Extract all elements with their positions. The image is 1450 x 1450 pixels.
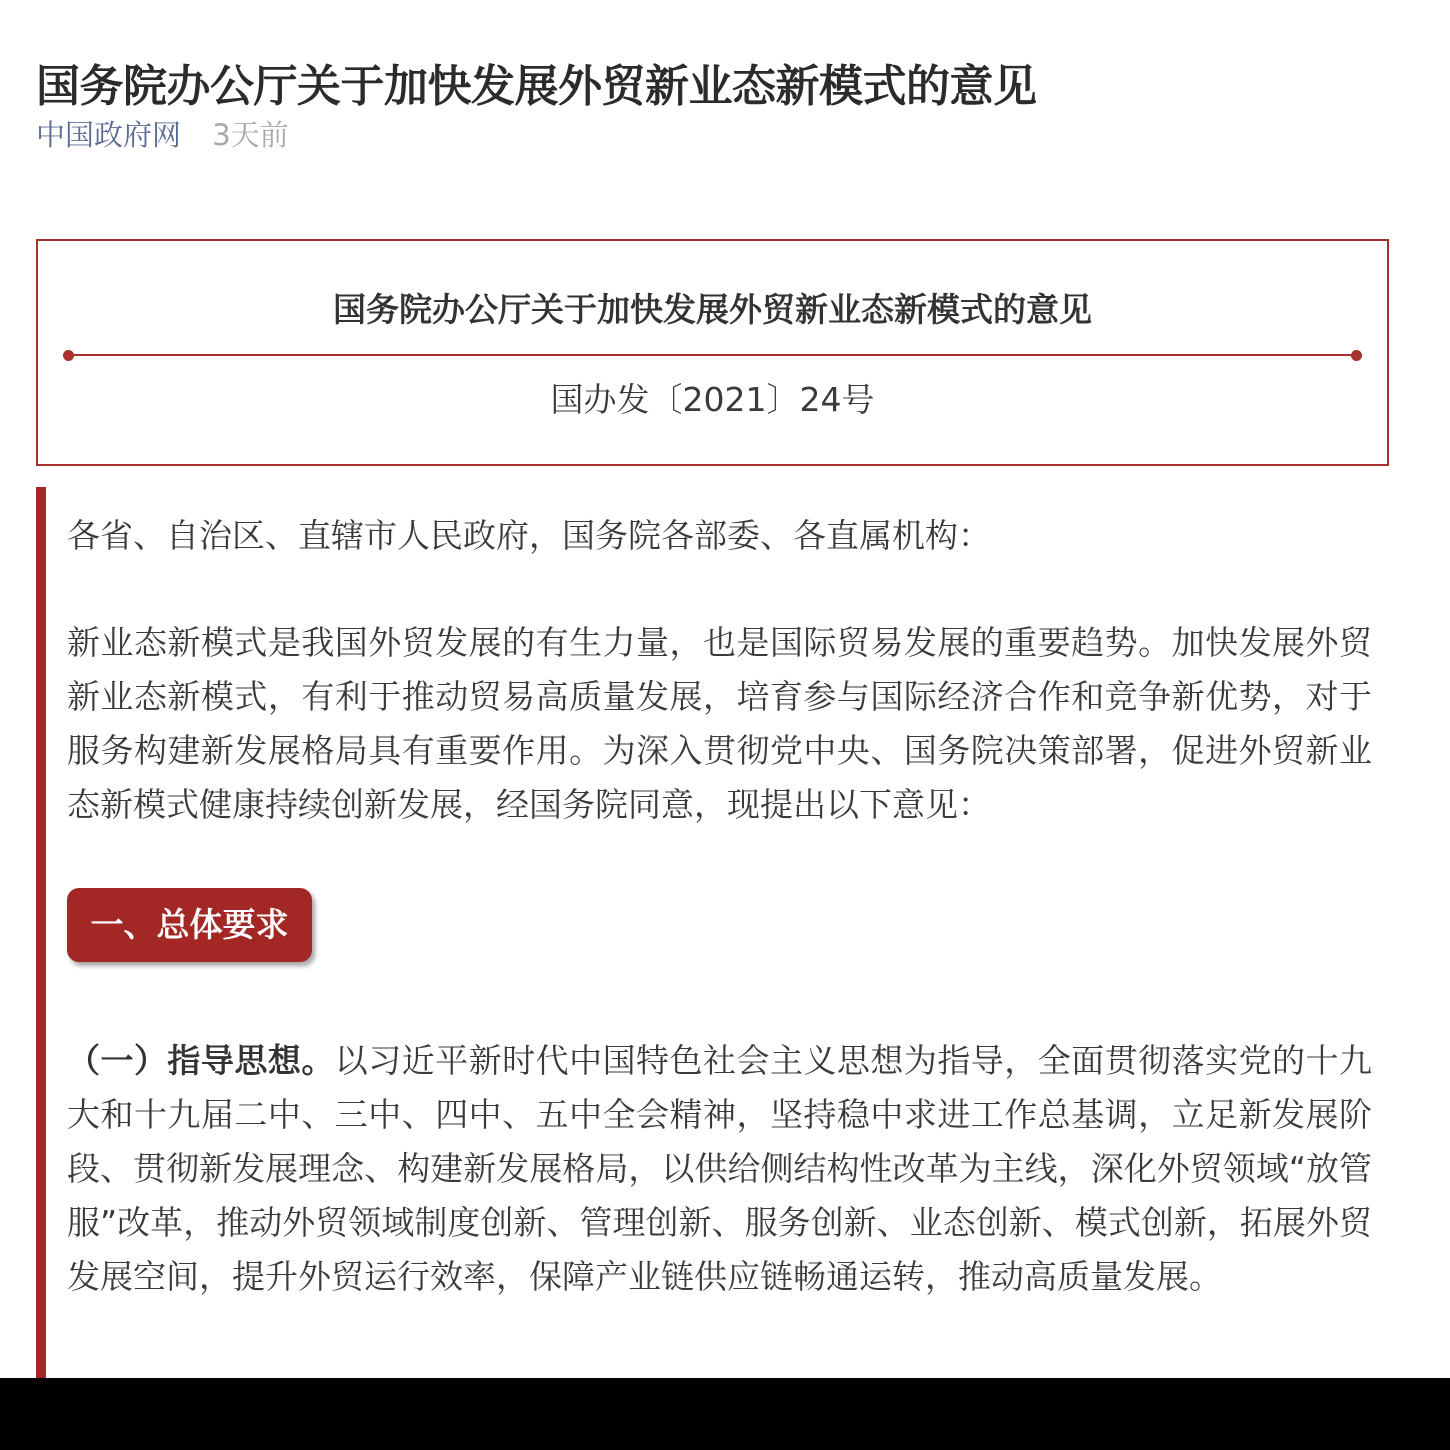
divider-dot-right-icon: [1351, 350, 1362, 361]
document-header-card: [36, 239, 1389, 466]
source-link[interactable]: 中国政府网: [36, 118, 182, 152]
article-meta: [36, 114, 289, 156]
document-number: 国办发〔2021〕24号: [550, 380, 875, 419]
item-lead: （一）指导思想。: [67, 1041, 335, 1080]
item-text: 以习近平新时代中国特色社会主义思想为指导，全面贯彻落实党的十九大和十九届二中、三中、四中、五中全会精神，坚持稳中求进工作总基调，立足新发展阶段、贯彻新发展理念、构建新发展格局，以供给侧结构性改革为主线，深化外贸领域“放管服”改革，推动外贸领域制度创新、管理创新、服务创新、业态创新、模式创新，拓展外贸发展空间，提升外贸运行效率，保障产业链供应链畅通运转，推动高质量发展。: [67, 1041, 1373, 1296]
section-heading-general-requirements: 一、总体要求: [67, 888, 312, 962]
addressee-paragraph: 各省、自治区、直辖市人民政府，国务院各部委、各直属机构：: [67, 516, 991, 555]
bottom-black-bar: [0, 1378, 1450, 1450]
document-body: [36, 487, 1388, 1450]
left-accent-bar: [36, 487, 46, 1450]
article-title: 国务院办公厅关于加快发展外贸新业态新模式的意见: [36, 61, 1037, 113]
divider-line: [68, 354, 1357, 356]
publish-time: 3天前: [212, 118, 289, 152]
guideline-paragraph: [67, 1034, 1372, 1304]
divider-dot-left-icon: [63, 350, 74, 361]
intro-paragraph: 新业态新模式是我国外贸发展的有生力量，也是国际贸易发展的重要趋势。加快发展外贸新业态新模式，有利于推动贸易高质量发展，培育参与国际经济合作和竞争新优势，对于服务构建新发展格局具有重要作用。为深入贯彻党中央、国务院决策部署，促进外贸新业态新模式健康持续创新发展，经国务院同意，现提出以下意见：: [67, 623, 1372, 824]
document-title: 国务院办公厅关于加快发展外贸新业态新模式的意见: [333, 290, 1092, 329]
